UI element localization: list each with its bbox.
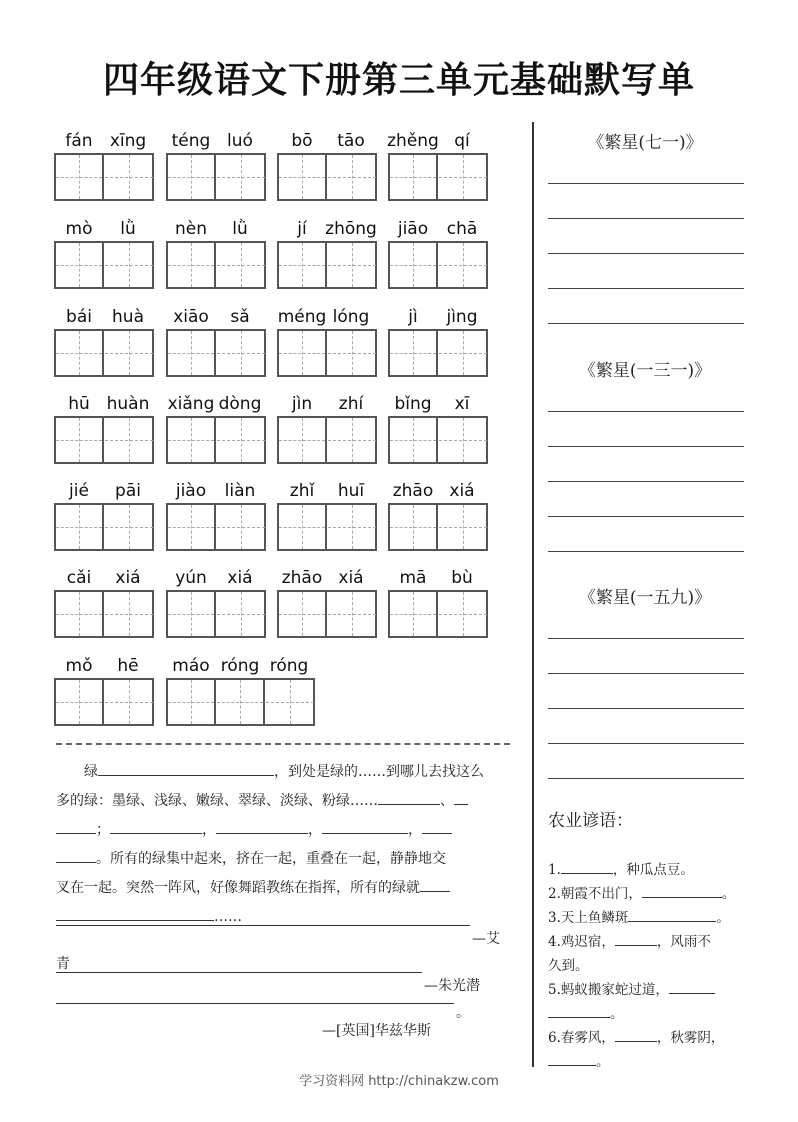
writing-cell[interactable] — [168, 592, 216, 636]
pinyin-label: luó — [227, 131, 253, 151]
writing-cell[interactable] — [168, 505, 216, 549]
pinyin-label: zhěng — [387, 131, 439, 151]
answer-line[interactable] — [548, 183, 744, 184]
passage-line-3: ； ， ， ， — [56, 816, 512, 845]
writing-cell[interactable] — [217, 155, 265, 199]
writing-cell[interactable] — [439, 243, 487, 287]
writing-grid — [277, 153, 377, 201]
writing-cell[interactable] — [56, 505, 104, 549]
writing-grid — [388, 153, 488, 201]
pinyin-label: zhí — [338, 394, 364, 414]
pinyin-label: hū — [68, 394, 90, 414]
pinyin-label: bù — [451, 568, 473, 588]
answer-line[interactable] — [548, 288, 744, 289]
answer-blank[interactable] — [454, 790, 468, 805]
proverb-4-cont: 久到。 — [548, 958, 589, 974]
writing-cell[interactable] — [390, 155, 438, 199]
answer-line[interactable] — [548, 481, 744, 482]
pinyin-label: huà — [112, 307, 144, 327]
writing-cell[interactable] — [217, 243, 265, 287]
answer-blank[interactable] — [378, 790, 440, 805]
proverb-6: 6.春雾风， ，秋雾阴， — [548, 1026, 760, 1050]
answer-line[interactable] — [56, 1003, 454, 1004]
answer-line[interactable] — [548, 708, 744, 709]
writing-cell[interactable] — [279, 155, 327, 199]
answer-blank[interactable] — [98, 761, 274, 776]
writing-cell[interactable] — [279, 505, 327, 549]
passage-line-2: 多的绿：墨绿、浅绿、嫩绿、翠绿、淡绿、粉绿…… 、 — [56, 787, 512, 816]
pinyin-label: jié — [69, 481, 89, 501]
writing-cell[interactable] — [328, 418, 376, 462]
answer-blank[interactable] — [420, 877, 450, 892]
pinyin-label: xiá — [338, 568, 364, 588]
writing-cell[interactable] — [439, 592, 487, 636]
pinyin-label: huī — [337, 481, 365, 501]
attribution-aiqing: —艾 — [472, 931, 500, 947]
pinyin-label: bái — [66, 307, 92, 327]
writing-cell[interactable] — [279, 331, 327, 375]
pinyin-label: dòng — [218, 394, 262, 414]
writing-cell[interactable] — [279, 418, 327, 462]
writing-grid — [277, 590, 377, 638]
pinyin-label: téng — [171, 131, 211, 151]
page-title: 四年级语文下册第三单元基础默写单 — [102, 59, 695, 101]
writing-cell[interactable] — [56, 680, 104, 724]
writing-cell[interactable] — [105, 680, 153, 724]
pinyin-label: fán — [65, 131, 93, 151]
writing-cell[interactable] — [279, 243, 327, 287]
writing-cell[interactable] — [105, 331, 153, 375]
poem-title-71: 《繁星(七一)》 — [587, 133, 703, 153]
answer-line[interactable] — [56, 972, 422, 973]
pinyin-label: lǜ — [232, 219, 248, 239]
writing-cell[interactable] — [56, 243, 104, 287]
answer-line[interactable] — [548, 411, 744, 412]
pinyin-label: zhāo — [281, 568, 323, 588]
writing-cell[interactable] — [105, 592, 153, 636]
pinyin-label: jìng — [446, 307, 478, 327]
writing-grid — [277, 241, 377, 289]
pinyin-label: mā — [399, 568, 427, 588]
writing-grid — [388, 416, 488, 464]
pinyin-label: yún — [175, 568, 207, 588]
writing-cell[interactable] — [328, 592, 376, 636]
writing-cell[interactable] — [328, 331, 376, 375]
writing-grid — [388, 329, 488, 377]
writing-cell[interactable] — [168, 331, 216, 375]
pinyin-label: xiāo — [173, 307, 209, 327]
answer-line[interactable] — [548, 253, 744, 254]
passage-line-6: …… — [56, 903, 512, 932]
answer-blank[interactable] — [615, 1027, 657, 1042]
writing-grid — [166, 503, 266, 551]
answer-blank[interactable] — [642, 883, 722, 898]
writing-cell[interactable] — [105, 418, 153, 462]
answer-line[interactable] — [56, 925, 470, 926]
pinyin-label: xiá — [115, 568, 141, 588]
sentence-period: 。 — [456, 1005, 470, 1021]
pinyin-label: máo — [172, 656, 210, 676]
answer-line[interactable] — [548, 446, 744, 447]
writing-cell[interactable] — [217, 418, 265, 462]
poem-title-159: 《繁星(一五九)》 — [578, 588, 712, 608]
pinyin-label: méng — [277, 307, 327, 327]
pinyin-label: róng — [269, 656, 309, 676]
writing-grid — [54, 503, 154, 551]
writing-cell[interactable] — [328, 243, 376, 287]
pinyin-label: jiāo — [397, 219, 429, 239]
writing-grid — [166, 329, 266, 377]
column-divider — [532, 122, 534, 1067]
answer-blank[interactable] — [561, 859, 613, 874]
watermark: 学习资料网 http://chinakzw.com — [299, 1074, 499, 1089]
writing-grid — [54, 678, 154, 726]
proverbs-heading: 农业谚语： — [548, 811, 633, 831]
pinyin-label: nèn — [174, 219, 207, 239]
pinyin-label: bō — [291, 131, 313, 151]
writing-cell[interactable] — [439, 155, 487, 199]
passage-line-4: 。所有的绿集中起来，挤在一起，重叠在一起，静静地交 — [56, 845, 512, 874]
proverb-5: 5.蚂蚁搬家蛇过道， — [548, 978, 760, 1002]
answer-blank[interactable] — [56, 906, 214, 921]
answer-blank[interactable] — [110, 819, 202, 834]
pinyin-label: pāi — [115, 481, 141, 501]
writing-cell[interactable] — [217, 505, 265, 549]
answer-line[interactable] — [548, 743, 744, 744]
writing-cell[interactable] — [105, 505, 153, 549]
writing-cell[interactable] — [217, 592, 265, 636]
writing-grid — [54, 241, 154, 289]
answer-blank[interactable] — [422, 819, 452, 834]
pinyin-label: xiá — [449, 481, 475, 501]
writing-cell[interactable] — [439, 418, 487, 462]
pinyin-label: jì — [408, 307, 418, 327]
pinyin-label: qí — [454, 131, 470, 151]
answer-line[interactable] — [548, 673, 744, 674]
answer-line[interactable] — [548, 551, 744, 552]
writing-cell[interactable] — [266, 680, 314, 724]
pinyin-label: mǒ — [65, 656, 93, 676]
writing-cell[interactable] — [217, 331, 265, 375]
pinyin-label: jiào — [175, 481, 207, 501]
proverb-3: 3.天上鱼鳞斑 。 — [548, 906, 760, 930]
pinyin-label: cǎi — [66, 568, 92, 588]
pinyin-label: jìn — [291, 394, 313, 414]
writing-cell[interactable] — [390, 505, 438, 549]
writing-cell[interactable] — [56, 418, 104, 462]
poem-title-131: 《繁星(一三一)》 — [578, 361, 712, 381]
proverb-4: 4.鸡迟宿， ，风雨不 — [548, 930, 760, 954]
pinyin-label: zhōng — [325, 219, 377, 239]
answer-blank[interactable] — [322, 819, 408, 834]
pinyin-label: xī — [454, 394, 470, 414]
writing-cell[interactable] — [56, 155, 104, 199]
answer-line[interactable] — [548, 516, 744, 517]
pinyin-label: lǜ — [120, 219, 136, 239]
pinyin-label: zhāo — [392, 481, 434, 501]
writing-grid — [277, 416, 377, 464]
writing-cell[interactable] — [168, 155, 216, 199]
pinyin-label: lóng — [332, 307, 370, 327]
answer-line[interactable] — [548, 638, 744, 639]
pinyin-label: bǐng — [394, 394, 432, 414]
answer-line[interactable] — [548, 778, 744, 779]
pinyin-label: chā — [446, 219, 478, 239]
writing-cell[interactable] — [328, 505, 376, 549]
writing-grid — [54, 416, 154, 464]
answer-blank[interactable] — [56, 819, 96, 834]
pinyin-label: jí — [297, 219, 307, 239]
pinyin-label: sǎ — [230, 307, 250, 327]
writing-grid — [54, 153, 154, 201]
writing-grid — [166, 241, 266, 289]
answer-blank[interactable] — [615, 931, 657, 946]
answer-blank[interactable] — [669, 979, 715, 994]
pinyin-label: xiǎng — [167, 394, 215, 414]
writing-cell[interactable] — [56, 331, 104, 375]
pinyin-label: xiá — [227, 568, 253, 588]
answer-blank[interactable] — [628, 907, 716, 922]
pinyin-label: hē — [117, 656, 139, 676]
passage-line-1: 绿 ，到处是绿的……到哪儿去找这么 — [56, 758, 512, 787]
writing-cell[interactable] — [56, 592, 104, 636]
writing-cell[interactable] — [168, 418, 216, 462]
writing-cell[interactable] — [105, 155, 153, 199]
pinyin-label: mò — [65, 219, 93, 239]
writing-cell[interactable] — [439, 505, 487, 549]
answer-blank[interactable] — [56, 848, 96, 863]
passage-line-5: 叉在一起。突然一阵风，好像舞蹈教练在指挥，所有的绿就 — [56, 874, 512, 903]
writing-cell[interactable] — [217, 680, 265, 724]
writing-grid — [54, 329, 154, 377]
writing-cell[interactable] — [105, 243, 153, 287]
writing-grid — [388, 503, 488, 551]
pinyin-label: zhǐ — [289, 481, 315, 501]
pinyin-label: tāo — [337, 131, 365, 151]
writing-cell[interactable] — [390, 331, 438, 375]
writing-cell[interactable] — [390, 418, 438, 462]
proverb-1: 1. ，种瓜点豆。 — [548, 858, 760, 882]
writing-grid — [166, 416, 266, 464]
writing-grid — [388, 241, 488, 289]
answer-line[interactable] — [548, 218, 744, 219]
answer-blank[interactable] — [548, 1003, 610, 1018]
writing-cell[interactable] — [328, 155, 376, 199]
writing-cell[interactable] — [279, 592, 327, 636]
proverb-6-cont: 。 — [548, 1050, 760, 1074]
pinyin-label: róng — [220, 656, 260, 676]
answer-blank[interactable] — [216, 819, 308, 834]
pinyin-label: liàn — [224, 481, 256, 501]
writing-grid — [166, 153, 266, 201]
proverb-2: 2.朝霞不出门， 。 — [548, 882, 760, 906]
answer-blank[interactable] — [548, 1051, 596, 1066]
dashed-separator — [56, 743, 510, 745]
writing-grid — [54, 590, 154, 638]
writing-grid — [166, 590, 266, 638]
writing-cell[interactable] — [390, 243, 438, 287]
writing-cell[interactable] — [390, 592, 438, 636]
proverbs-list — [548, 858, 760, 1074]
attribution-aiqing-cont: 青 — [56, 956, 70, 972]
writing-grid — [277, 503, 377, 551]
attribution-zhu: —朱光潜 — [424, 978, 480, 994]
writing-grid — [388, 590, 488, 638]
writing-cell[interactable] — [168, 680, 216, 724]
passage-fill-in — [56, 758, 512, 932]
pinyin-label: huàn — [106, 394, 150, 414]
writing-cell[interactable] — [168, 243, 216, 287]
writing-cell[interactable] — [439, 331, 487, 375]
pinyin-label: xīng — [109, 131, 147, 151]
writing-grid — [166, 678, 315, 726]
answer-line[interactable] — [548, 323, 744, 324]
attribution-wordsworth: —[英国]华兹华斯 — [322, 1023, 431, 1039]
proverb-5-cont: 。 — [548, 1002, 760, 1026]
writing-grid — [277, 329, 377, 377]
